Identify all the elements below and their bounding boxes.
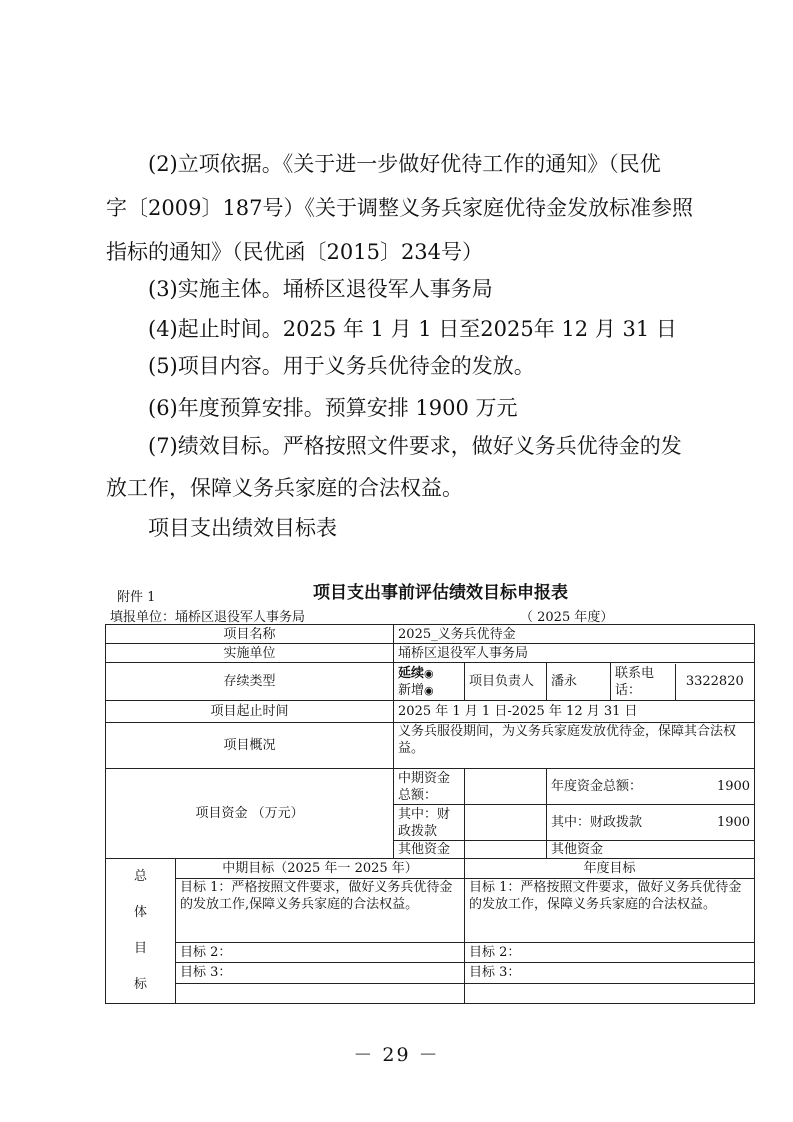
funds-label: 项目资金 （万元） bbox=[106, 769, 394, 859]
annual-fiscal-value: 1900 bbox=[611, 805, 755, 841]
project-name-value: 2025_义务兵优待金 bbox=[394, 625, 755, 644]
phone-label: 联系电话： bbox=[611, 664, 675, 700]
annual-goal-3: 目标 3： bbox=[465, 963, 755, 983]
table-row bbox=[106, 723, 755, 769]
mid-other-label: 其他资金 bbox=[394, 841, 465, 859]
body-line: 项目支出绩效目标表 bbox=[148, 516, 337, 540]
mid-fiscal-value bbox=[465, 805, 547, 841]
mid-goal-header: 中期目标（2025 年一 2025 年） bbox=[176, 859, 465, 879]
table-row bbox=[106, 769, 755, 805]
annual-other-value bbox=[611, 841, 755, 859]
table-row bbox=[106, 983, 755, 1003]
mid-goal-2: 目标 2： bbox=[176, 942, 465, 962]
table-row bbox=[106, 701, 755, 723]
report-year: （ 2025 年度） bbox=[520, 610, 614, 625]
type-continue-label: 延续 bbox=[398, 665, 425, 681]
body-line: (2)立项依据。《关于进一步做好优待工作的通知》（民优 bbox=[148, 152, 661, 176]
period-label: 项目起止时间 bbox=[106, 701, 394, 723]
unit-label: 实施单位 bbox=[106, 644, 394, 663]
page-number: － 29 － bbox=[353, 1044, 440, 1066]
mid-total-value bbox=[465, 769, 547, 805]
body-line: 字〔2009〕187号）《关于调整义务兵家庭优待金发放标准参照 bbox=[106, 196, 694, 220]
phone-value: 3322820 bbox=[685, 674, 744, 689]
mid-other-value bbox=[465, 841, 547, 859]
radio-icon: ◉ bbox=[424, 683, 434, 697]
form-title: 项目支出事前评估绩效目标申报表 bbox=[313, 583, 568, 603]
project-name-label: 项目名称 bbox=[106, 625, 394, 644]
annual-total-label: 年度资金总额： bbox=[547, 769, 611, 805]
mid-goal-empty bbox=[176, 983, 465, 1003]
mid-fiscal-label: 其中：财政拨款 bbox=[394, 805, 465, 841]
annual-goal-empty bbox=[465, 983, 755, 1003]
performance-goal-table bbox=[105, 624, 755, 1004]
body-line: (6)年度预算安排。预算安排 1900 万元 bbox=[148, 396, 518, 420]
overall-goal-label: 总 体 目 标 bbox=[106, 859, 176, 1004]
radio-selected-icon: ◉ bbox=[424, 666, 434, 680]
table-row bbox=[106, 942, 755, 962]
annex-label: 附件 1 bbox=[117, 590, 156, 605]
overview-value: 义务兵服役期间，为义务兵家庭发放优待金，保障其合法权益。 bbox=[394, 723, 755, 769]
owner-value: 潘永 bbox=[547, 663, 611, 701]
annual-goal-1: 目标 1：严格按照文件要求，做好义务兵优待金的发放工作，保障义务兵家庭的合法权益。 bbox=[465, 879, 755, 942]
body-line: 指标的通知》（民优函〔2015〕234号） bbox=[106, 240, 484, 264]
annual-goal-header: 年度目标 bbox=[465, 859, 755, 879]
mid-goal-3: 目标 3： bbox=[176, 963, 465, 983]
unit-value: 埇桥区退役军人事务局 bbox=[394, 644, 755, 663]
table-row bbox=[106, 879, 755, 942]
table-row bbox=[106, 859, 755, 879]
body-line: 放工作，保障义务兵家庭的合法权益。 bbox=[106, 476, 463, 500]
table-row bbox=[106, 625, 755, 644]
annual-goal-2: 目标 2： bbox=[465, 942, 755, 962]
table-row bbox=[106, 644, 755, 663]
body-line: (5)项目内容。用于义务兵优待金的发放。 bbox=[148, 354, 535, 378]
table-row bbox=[106, 963, 755, 983]
owner-label: 项目负责人 bbox=[465, 663, 547, 701]
type-new-label: 新增 bbox=[398, 682, 425, 698]
mid-total-label: 中期资金总额： bbox=[394, 769, 465, 805]
type-label: 存续类型 bbox=[106, 663, 394, 701]
overview-label: 项目概况 bbox=[106, 723, 394, 769]
annual-fiscal-label: 其中：财政拨款 bbox=[547, 805, 611, 841]
table-row bbox=[106, 663, 755, 701]
mid-goal-1: 目标 1：严格按照文件要求，做好义务兵优待金的发放工作,保障义务兵家庭的合法权益。 bbox=[176, 879, 465, 942]
body-line: (3)实施主体。埇桥区退役军人事务局 bbox=[148, 277, 493, 301]
filler-unit: 填报单位：埇桥区退役军人事务局 bbox=[110, 610, 306, 625]
annual-total-value: 1900 bbox=[611, 769, 755, 805]
period-value: 2025 年 1 月 1 日-2025 年 12 月 31 日 bbox=[394, 701, 755, 723]
body-line: (4)起止时间。2025 年 1 月 1 日至2025年 12 月 31 日 bbox=[148, 317, 677, 341]
body-line: (7)绩效目标。严格按照文件要求，做好义务兵优待金的发 bbox=[148, 434, 682, 458]
type-options[interactable] bbox=[394, 663, 465, 701]
annual-other-label: 其他资金 bbox=[547, 841, 611, 859]
